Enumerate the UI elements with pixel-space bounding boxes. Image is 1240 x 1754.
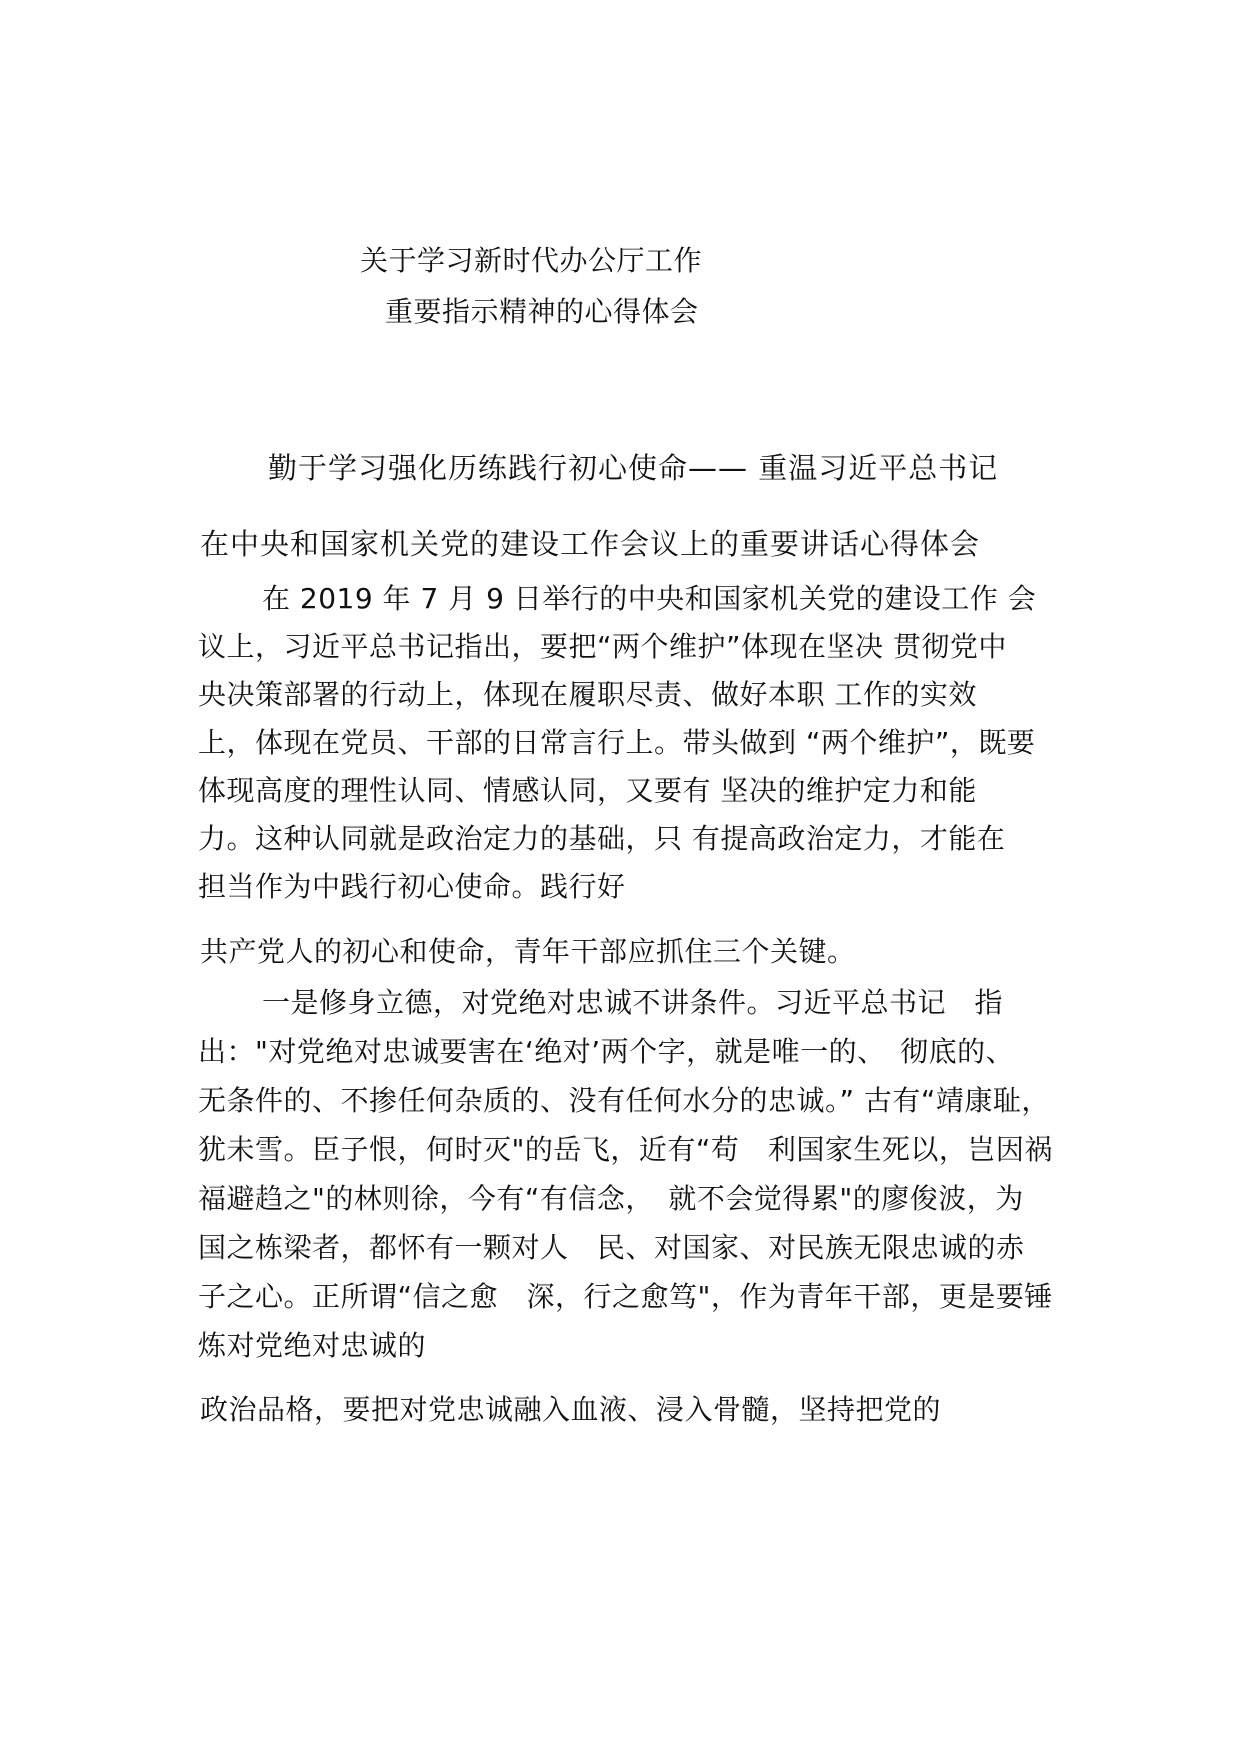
body-paragraph-line: 无条件的、不掺任何杂质的、没有任何水分的忠诚。” 古有“靖康耻， [198, 1084, 1050, 1117]
body-paragraph-line: 央决策部署的行动上，体现在履职尽责、做好本职 工作的实效 [198, 678, 977, 711]
body-paragraph-line: 一是修身立德，对党绝对忠诚不讲条件。习近平总书记 指 [262, 986, 1004, 1019]
body-paragraph-line: 上，体现在党员、干部的日常言行上。带头做到 “两个维护”，既要 [198, 726, 1036, 759]
body-paragraph-line: 国之栋梁者，都怀有一颗对人 民、对国家、对民族无限忠诚的赤 [198, 1231, 1025, 1264]
document-subtitle-line-2: 在中央和国家机关党的建设工作会议上的重要讲话心得体会 [200, 527, 981, 561]
document-title-line-1: 关于学习新时代办公厅工作 [360, 244, 703, 277]
body-paragraph-line: 议上，习近平总书记指出，要把“两个维护”体现在坚决 贯彻党中 [198, 630, 1007, 663]
body-paragraph-line: 福避趋之"的林则徐，今有“有信念， 就不会觉得累"的廖俊波，为 [198, 1182, 1024, 1215]
document-title-line-2: 重要指示精神的心得体会 [385, 295, 699, 328]
body-paragraph-line: 力。这种认同就是政治定力的基础，只 有提高政治定力，才能在 [198, 822, 1006, 855]
body-paragraph-line: 出："对党绝对忠诚要害在‘绝对’两个字，就是唯一的、 彻底的、 [198, 1035, 1015, 1068]
document-subtitle-line-1: 勤于学习强化历练践行初心使命—— 重温习近平总书记 [268, 451, 999, 485]
body-paragraph-line: 体现高度的理性认同、情感认同，又要有 坚决的维护定力和能 [198, 774, 977, 807]
body-paragraph-line: 犹未雪。臣子恨，何时灭"的岳飞，近有“苟 利国家生死以，岂因祸 [198, 1133, 1053, 1166]
body-paragraph-line: 共产党人的初心和使命，青年干部应抓住三个关键。 [200, 935, 856, 968]
body-paragraph-line: 在 2019 年 7 月 9 日举行的中央和国家机关党的建设工作 会 [262, 582, 1037, 615]
body-paragraph-line: 政治品格，要把对党忠诚融入血液、浸入骨髓，坚持把党的 [200, 1393, 942, 1426]
body-paragraph-line: 炼对党绝对忠诚的 [198, 1329, 427, 1362]
body-paragraph-line: 担当作为中践行初心使命。践行好 [198, 870, 626, 903]
body-paragraph-line: 子之心。正所谓“信之愈 深，行之愈笃"，作为青年干部，更是要锤 [198, 1280, 1053, 1313]
